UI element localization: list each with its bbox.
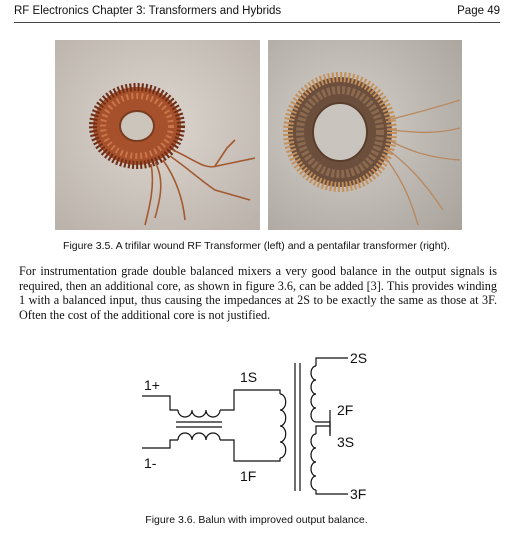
label-2s: 2S	[350, 350, 368, 366]
page-header	[14, 2, 500, 22]
wire-3f	[316, 490, 348, 494]
label-2f: 2F	[337, 402, 354, 418]
figure-3-6-caption: Figure 3.6. Balun with improved output balance.	[145, 514, 368, 526]
wire-2s	[316, 358, 348, 366]
label-3s: 3S	[337, 434, 355, 450]
wire-1s	[220, 390, 280, 410]
page-number: Page 49	[457, 5, 500, 17]
header-rule	[14, 22, 500, 23]
chapter-title: RF Electronics Chapter 3: Transformers and Hybrids	[14, 5, 282, 17]
trifilar-transformer-photo	[55, 40, 260, 230]
input-minus-wire	[142, 440, 178, 448]
label-1f: 1F	[240, 468, 257, 484]
label-1-plus: 1+	[144, 377, 160, 393]
winding-2	[311, 366, 316, 422]
wire-3s	[316, 426, 330, 434]
wire-1f	[220, 440, 280, 461]
figure-3-5-caption: Figure 3.5. A trifilar wound RF Transformer (left) and a pentafilar transformer (right).	[63, 240, 450, 252]
input-plus-wire	[142, 396, 178, 410]
label-3f: 3F	[350, 486, 367, 502]
lower-input-coil	[178, 433, 220, 440]
label-1-minus: 1-	[144, 455, 157, 471]
pentafilar-transformer-photo	[268, 40, 462, 230]
winding-3	[311, 434, 316, 490]
wire-2f	[316, 422, 330, 434]
body-paragraph: For instrumentation grade double balanced mixers a very good balance in the output signals is required, then an additional core, as shown in figure 3.6, can be added [3]. This provides winding 1 with a balanced input, thus causing the impedances at 2S to be exactly the same as those at 3F. Often the cost of the additional core is not justified.	[19, 264, 497, 322]
upper-input-coil	[178, 410, 220, 417]
primary-winding	[280, 394, 286, 458]
balun-schematic	[130, 348, 390, 513]
label-1s: 1S	[240, 369, 258, 385]
